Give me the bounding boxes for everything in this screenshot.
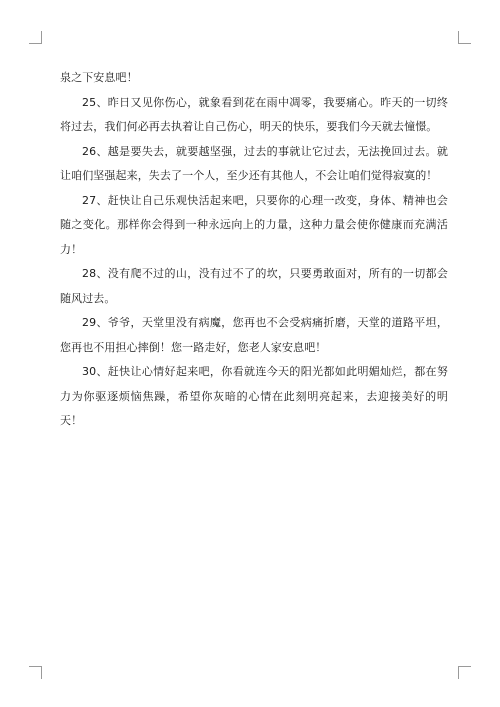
paragraph-28: 28、没有爬不过的山，没有过不了的坎，只要勇敢面对，所有的一切都会随风过去。 <box>60 267 448 305</box>
paragraph-25: 25、昨日又见你伤心，就象看到花在雨中凋零，我要痛心。昨天的一切终将过去，我们何必再去执着让自己伤心，明天的快乐，要我们今天就去憧憬。 <box>60 95 448 133</box>
paragraph-continuation: 泉之下安息吧！ <box>60 71 138 84</box>
paragraph-29: 29、爷爷，天堂里没有病魔，您再也不会受病痛折磨，天堂的道路平坦，您再也不用担心摔倒！您一路走好，您老人家安息吧！ <box>60 316 448 354</box>
crop-mark-bottom-left <box>29 666 42 679</box>
crop-mark-top-left <box>29 31 42 44</box>
document-body <box>60 66 448 434</box>
crop-mark-top-right <box>458 31 471 44</box>
paragraph-26: 26、越是要失去，就要越坚强，过去的事就让它过去，无法挽回过去。就让咱们坚强起来，失去了一个人，至少还有其他人，不会让咱们觉得寂寞的！ <box>60 144 448 182</box>
crop-mark-bottom-right <box>458 666 471 679</box>
paragraph-27: 27、赶快让自己乐观快活起来吧，只要你的心理一改变，身体、精神也会随之变化。那样你会得到一种永远向上的力量，这种力量会使你健康而充满活力！ <box>60 193 448 256</box>
paragraph-30: 30、赶快让心情好起来吧，你看就连今天的阳光都如此明媚灿烂，都在努力为你驱逐烦恼焦躁，希望你灰暗的心情在此刻明亮起来，去迎接美好的明天！ <box>60 365 448 427</box>
